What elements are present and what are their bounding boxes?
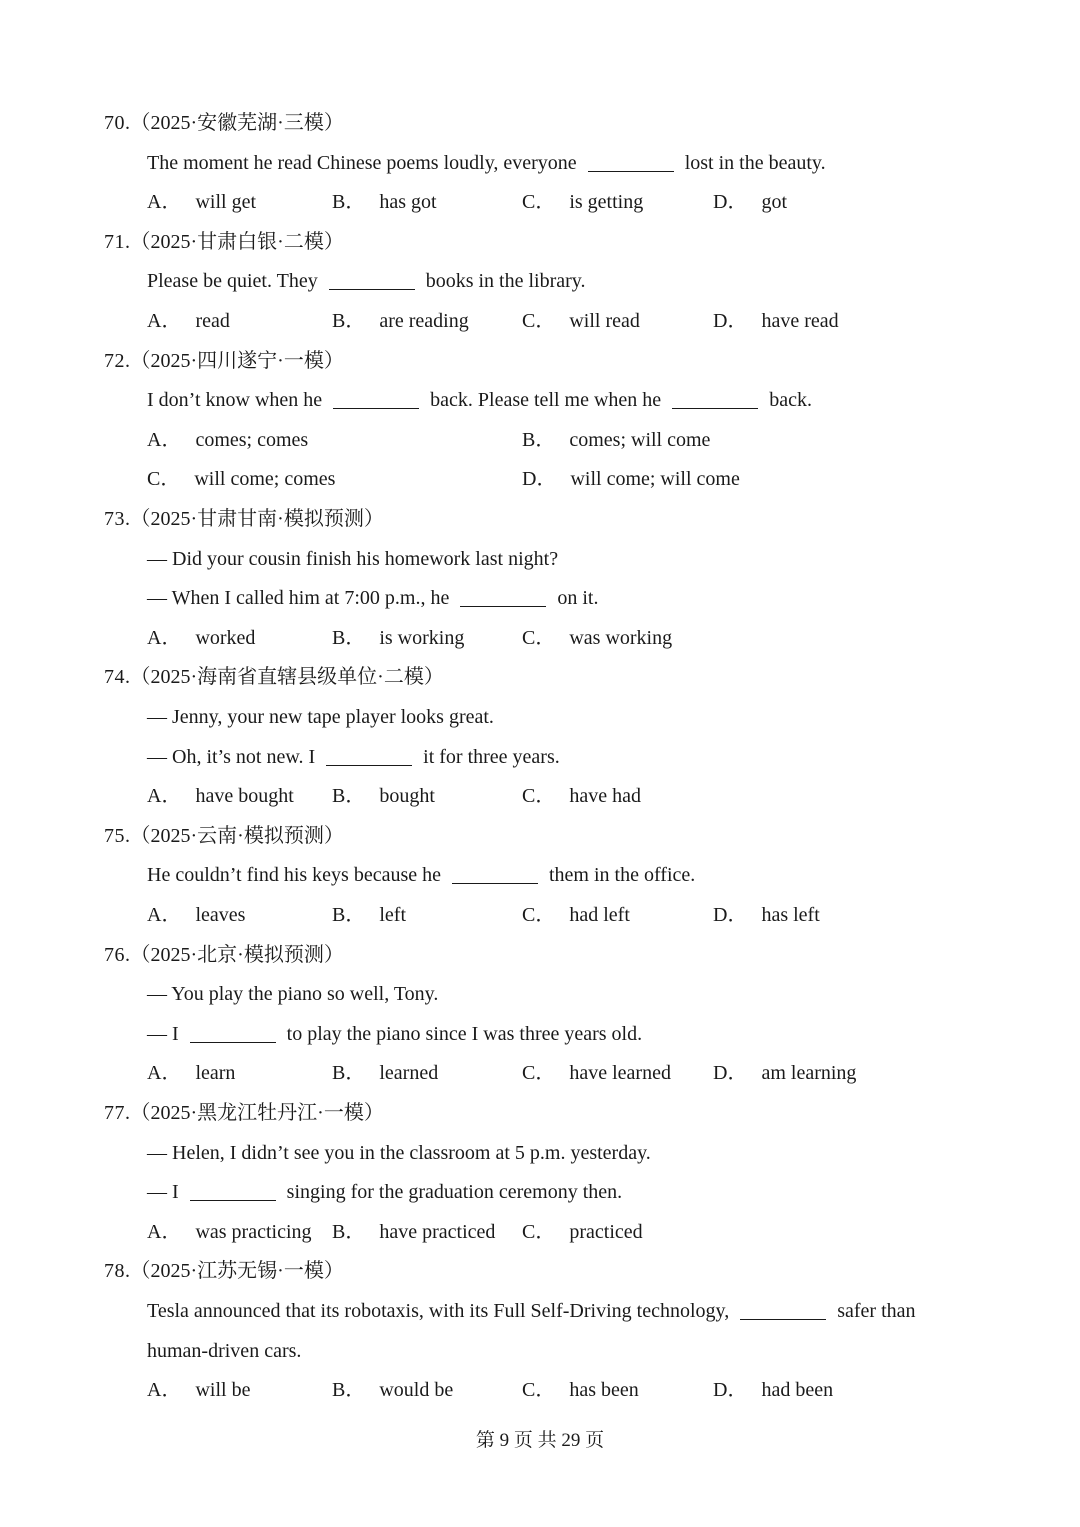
- option-text: have read: [761, 310, 839, 332]
- option-text: is getting: [569, 191, 644, 214]
- option-letter: B．: [332, 1220, 366, 1243]
- question-number: 74.: [104, 666, 131, 689]
- question-stem-line: [147, 1172, 622, 1212]
- option-letter: A．: [147, 904, 182, 926]
- question-number: 77.: [104, 1102, 131, 1124]
- option-text: had been: [761, 1379, 834, 1402]
- question-stem-line: [147, 697, 494, 737]
- question-source: （2025·安徽芜湖·三模）: [130, 112, 344, 134]
- question-number: 72.: [104, 349, 131, 372]
- stem-text: The moment he read Chinese poems loudly, everyone: [147, 151, 582, 174]
- question-stem-line: [147, 578, 598, 618]
- option: [522, 420, 710, 460]
- option-letter: D．: [713, 191, 748, 214]
- option: [713, 895, 820, 935]
- stem-text: them in the office.: [544, 864, 696, 887]
- question-stem-line: [147, 974, 438, 1014]
- option-letter: A．: [147, 1379, 182, 1402]
- question-stem-line: [147, 261, 586, 301]
- option-letter: B．: [522, 428, 556, 451]
- option-text: got: [761, 191, 788, 214]
- option-letter: B．: [332, 904, 366, 926]
- question-header: [104, 103, 344, 143]
- option-text: has left: [761, 904, 820, 926]
- option: [147, 1212, 312, 1252]
- question-number: 71.: [104, 230, 131, 253]
- question-number: 78.: [104, 1260, 131, 1283]
- option: [147, 1053, 235, 1093]
- option-text: have bought: [195, 785, 294, 808]
- option-text: bought: [379, 785, 435, 808]
- option-text: have had: [569, 785, 641, 808]
- option: [713, 182, 787, 222]
- option-text: leaves: [195, 904, 246, 926]
- stem-text: back.: [764, 389, 812, 412]
- question-number: 73.: [104, 508, 131, 530]
- options-row: [147, 1212, 967, 1252]
- option: [332, 1212, 495, 1252]
- option-letter: C．: [522, 626, 556, 649]
- question-header: [104, 499, 384, 539]
- option-text: will read: [569, 310, 640, 332]
- stem-text: I don’t know when he: [147, 389, 328, 412]
- option-text: would be: [379, 1379, 454, 1402]
- option-letter: A．: [147, 1220, 182, 1243]
- answer-blank: [740, 1318, 826, 1320]
- option-letter: C．: [522, 785, 556, 808]
- question-stem-line: [147, 737, 560, 777]
- option: [147, 895, 245, 935]
- question-source: （2025·江苏无锡·一模）: [130, 1260, 344, 1283]
- question-header: [104, 657, 444, 697]
- stem-text: singing for the graduation ceremony then.: [281, 1181, 623, 1204]
- option: [147, 301, 230, 341]
- option-letter: B．: [332, 626, 366, 649]
- answer-blank: [190, 1041, 276, 1043]
- stem-text: to play the piano since I was three years old.: [281, 1022, 643, 1045]
- answer-blank: [190, 1199, 276, 1201]
- option: [522, 182, 643, 222]
- option-letter: C．: [522, 1379, 556, 1402]
- answer-blank: [326, 764, 412, 766]
- option-text: will get: [195, 191, 256, 214]
- option: [332, 776, 435, 816]
- question-stem-line: [147, 380, 812, 420]
- question-stem-line: [147, 1331, 301, 1371]
- option-text: was working: [569, 626, 673, 649]
- option: [147, 182, 256, 222]
- question-header: [104, 1251, 344, 1291]
- option-text: left: [379, 904, 406, 926]
- question-header: [104, 816, 344, 856]
- question-number: 75.: [104, 824, 131, 847]
- options-row: [147, 1370, 967, 1410]
- question-header: [104, 341, 344, 381]
- option-letter: A．: [147, 1062, 182, 1085]
- option-text: have learned: [569, 1062, 671, 1085]
- stem-text: books in the library.: [420, 270, 586, 293]
- option-text: will come; comes: [194, 468, 336, 491]
- stem-text: safer than: [832, 1300, 916, 1322]
- stem-text: — I: [147, 1181, 184, 1204]
- stem-text: on it.: [552, 587, 599, 610]
- stem-text: — You play the piano so well, Tony.: [147, 983, 439, 1006]
- answer-blank: [452, 882, 538, 884]
- option-text: has been: [569, 1379, 639, 1402]
- option-letter: A．: [147, 428, 182, 451]
- question-source: （2025·北京·模拟预测）: [130, 943, 344, 966]
- option: [713, 301, 839, 341]
- option: [147, 776, 294, 816]
- option-letter: A．: [147, 785, 182, 808]
- stem-text: — When I called him at 7:00 p.m., he: [147, 587, 455, 610]
- question-source: （2025·四川遂宁·一模）: [130, 349, 344, 372]
- option: [332, 895, 406, 935]
- option-text: will be: [195, 1379, 251, 1402]
- option-text: am learning: [761, 1062, 857, 1085]
- question-stem-line: [147, 539, 558, 579]
- question-stem-line: [147, 855, 695, 895]
- option-letter: D．: [713, 310, 748, 332]
- stem-text: it for three years.: [418, 745, 560, 768]
- option-text: learn: [195, 1062, 236, 1085]
- option-letter: B．: [332, 1379, 366, 1402]
- option-text: read: [195, 310, 230, 332]
- option-letter: C．: [522, 1062, 556, 1085]
- stem-text: — Jenny, your new tape player looks great.: [147, 706, 494, 728]
- option: [147, 420, 308, 460]
- question-header: [104, 1093, 384, 1133]
- option: [522, 618, 672, 658]
- option: [147, 1370, 250, 1410]
- question-source: （2025·甘肃甘南·模拟预测）: [130, 508, 384, 530]
- option-text: comes; comes: [195, 428, 309, 451]
- answer-blank: [329, 288, 415, 290]
- option: [522, 1212, 643, 1252]
- option: [147, 459, 335, 499]
- option-text: are reading: [379, 310, 469, 332]
- options-row: [147, 618, 967, 658]
- options-row: [147, 895, 967, 935]
- option: [332, 1370, 453, 1410]
- option-text: has got: [379, 191, 437, 214]
- question-header: [104, 935, 344, 975]
- options-row: [147, 1053, 967, 1093]
- option: [332, 301, 469, 341]
- question-stem-line: [147, 1291, 916, 1331]
- question-header: [104, 222, 344, 262]
- answer-blank: [588, 170, 674, 172]
- option-text: comes; will come: [569, 428, 711, 451]
- option: [332, 182, 437, 222]
- option-letter: C．: [147, 468, 181, 491]
- stem-text: — Did your cousin finish his homework last night?: [147, 547, 559, 570]
- stem-text: He couldn’t find his keys because he: [147, 864, 446, 887]
- option-text: have practiced: [379, 1220, 496, 1243]
- stem-text: Please be quiet. They: [147, 270, 323, 293]
- option-letter: D．: [713, 1379, 748, 1402]
- option-letter: C．: [522, 191, 556, 214]
- option: [522, 1053, 671, 1093]
- option-letter: B．: [332, 785, 366, 808]
- option-letter: C．: [522, 1220, 556, 1243]
- option-text: is working: [379, 626, 465, 649]
- option-text: worked: [195, 626, 256, 649]
- options-row: [147, 420, 967, 460]
- question-source: （2025·云南·模拟预测）: [130, 824, 344, 847]
- stem-text: Tesla announced that its robotaxis, with its Full Self-Driving technology,: [147, 1300, 735, 1322]
- stem-text: human-driven cars.: [147, 1339, 302, 1362]
- question-number: 70.: [104, 112, 131, 134]
- option: [522, 895, 630, 935]
- question-number: 76.: [104, 943, 131, 966]
- options-row: [147, 459, 967, 499]
- option: [332, 1053, 438, 1093]
- option: [713, 1053, 856, 1093]
- option-letter: D．: [713, 904, 748, 926]
- option: [713, 1370, 833, 1410]
- option-letter: B．: [332, 191, 366, 214]
- question-stem-line: [147, 1133, 651, 1173]
- options-row: [147, 301, 967, 341]
- option: [522, 459, 740, 499]
- option-text: practiced: [569, 1220, 643, 1243]
- answer-blank: [333, 407, 419, 409]
- option: [522, 301, 640, 341]
- answer-blank: [672, 407, 758, 409]
- option-text: was practicing: [195, 1220, 312, 1243]
- option-letter: A．: [147, 191, 182, 214]
- question-stem-line: [147, 143, 826, 183]
- option-letter: A．: [147, 626, 182, 649]
- answer-blank: [460, 605, 546, 607]
- option-letter: B．: [332, 310, 366, 332]
- option: [147, 618, 255, 658]
- option-text: learned: [379, 1062, 439, 1085]
- option-text: had left: [569, 904, 630, 926]
- page-footer: 第 9 页 共 29 页: [475, 1430, 605, 1451]
- stem-text: — Oh, it’s not new. I: [147, 745, 321, 768]
- option-text: will come; will come: [570, 468, 740, 491]
- stem-text: — I: [147, 1022, 184, 1045]
- option-letter: D．: [713, 1062, 748, 1085]
- options-row: [147, 776, 967, 816]
- options-row: [147, 182, 967, 222]
- question-source: （2025·海南省直辖县级单位·二模）: [130, 666, 444, 689]
- option-letter: A．: [147, 310, 182, 332]
- stem-text: back. Please tell me when he: [425, 389, 667, 412]
- stem-text: — Helen, I didn’t see you in the classroom at 5 p.m. yesterday.: [147, 1141, 651, 1164]
- option: [522, 1370, 639, 1410]
- question-stem-line: [147, 1014, 642, 1054]
- stem-text: lost in the beauty.: [679, 151, 826, 174]
- option-letter: D．: [522, 468, 557, 491]
- option: [332, 618, 464, 658]
- option-letter: C．: [522, 904, 556, 926]
- question-source: （2025·黑龙江牡丹江·一模）: [130, 1102, 384, 1124]
- question-source: （2025·甘肃白银·二模）: [130, 230, 344, 253]
- option-letter: B．: [332, 1062, 366, 1085]
- option-letter: C．: [522, 310, 556, 332]
- option: [522, 776, 641, 816]
